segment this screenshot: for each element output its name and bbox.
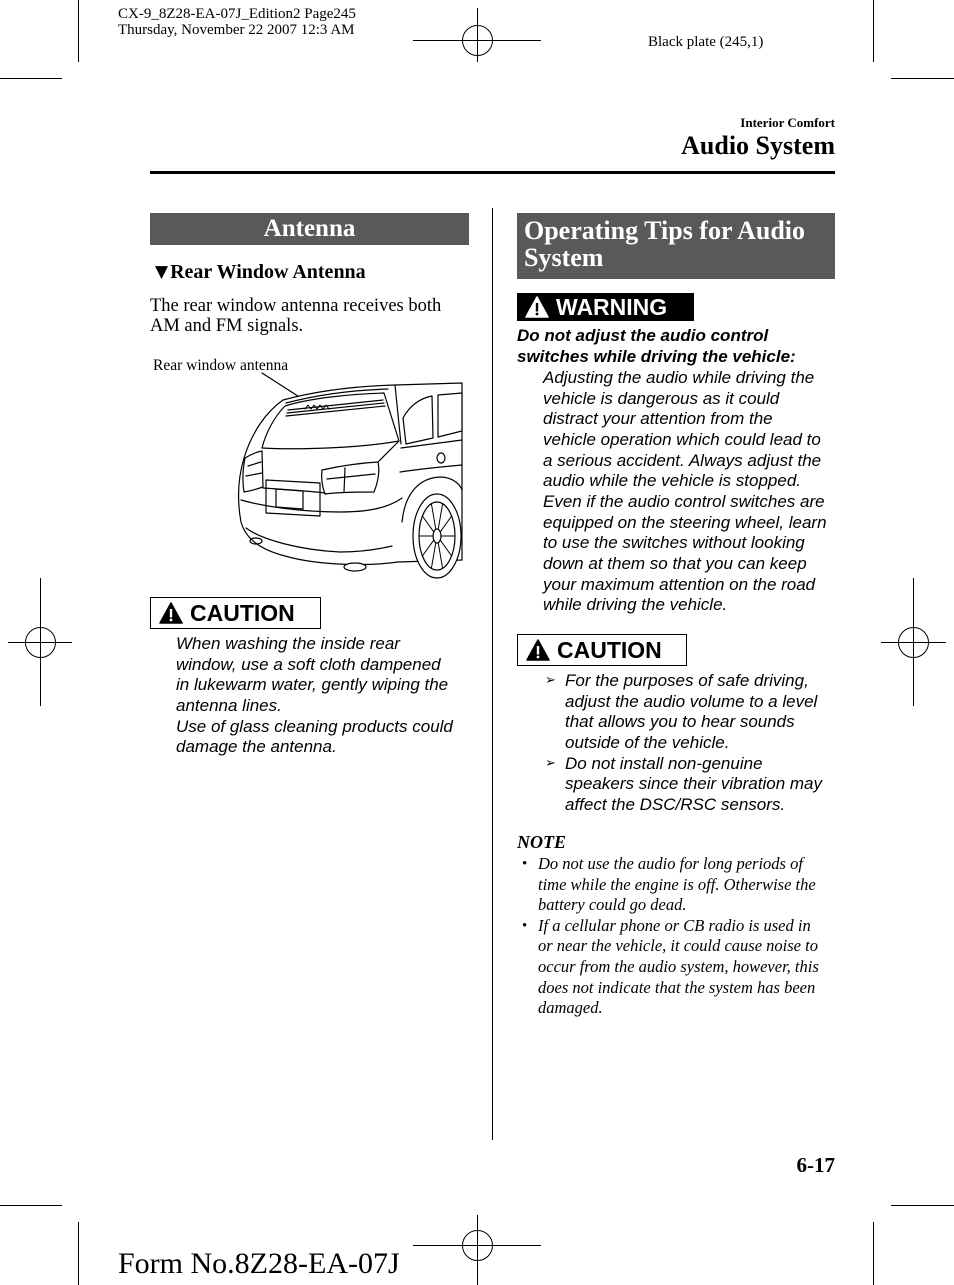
audio-caution-box <box>517 634 687 666</box>
rear-wheel <box>413 494 461 578</box>
warning-lead-line: Do not adjust the audio control <box>517 326 769 345</box>
caution-line: affect the DSC/RSC sensors. <box>565 794 786 814</box>
warning-triangle-icon <box>159 602 183 624</box>
caution-line: Use of glass cleaning products could <box>176 716 453 736</box>
caution-list-item <box>545 671 822 754</box>
registration-mark-right <box>881 578 946 706</box>
warning-line: Even if the audio control switches are <box>543 491 825 511</box>
caution-line: window, use a soft cloth dampened <box>176 654 441 674</box>
warning-line: down at them so that you can keep <box>543 553 807 573</box>
warning-lead-line: switches while driving the vehicle: <box>517 346 796 366</box>
warning-body <box>543 368 827 616</box>
caution-line: outside of the vehicle. <box>565 732 730 752</box>
arrowhead-bullet-icon: ➢ <box>545 755 556 771</box>
page-number: 6-17 <box>796 1153 835 1177</box>
caution-line: speakers since their vibration may <box>565 774 823 794</box>
note-line: does not indicate that the system has been <box>538 977 816 997</box>
warning-triangle-icon <box>525 296 549 318</box>
note-line: damaged. <box>538 998 603 1018</box>
audio-warning-box <box>517 293 694 321</box>
caution-line: that allows you to hear sounds <box>565 712 795 732</box>
warning-line: distract your attention from the <box>543 409 773 429</box>
warning-lead <box>517 326 796 367</box>
antenna-body <box>150 296 441 336</box>
note-label: NOTE <box>517 832 566 852</box>
caution-label: CAUTION <box>190 599 295 626</box>
body-line: The rear window antenna receives both <box>150 296 442 316</box>
note-line: If a cellular phone or CB radio is used in <box>538 915 811 935</box>
page-title: Audio System <box>681 131 835 160</box>
caution-line: For the purposes of safe driving, <box>565 671 809 690</box>
bullet-dot-icon: • <box>522 917 528 934</box>
note-line: or near the vehicle, it could cause noise to <box>538 936 818 956</box>
heading-line: Operating Tips for Audio <box>524 216 806 245</box>
note-list <box>522 854 819 1019</box>
warning-triangle-icon <box>526 639 550 661</box>
warning-line: Adjusting the audio while driving the <box>543 368 815 387</box>
bullet-dot-icon: • <box>522 856 528 872</box>
note-line: battery could go dead. <box>538 895 687 915</box>
heading-line: System <box>524 243 604 272</box>
caution-line: Do not install non-genuine <box>565 753 763 773</box>
caution-line: antenna lines. <box>176 695 282 715</box>
operating-tips-heading <box>517 213 835 279</box>
warning-line: vehicle operation which could lead to <box>543 429 821 449</box>
audio-caution-list <box>545 671 822 816</box>
warning-line: equipped on the steering wheel, learn <box>543 512 827 532</box>
subheading-text: Rear Window Antenna <box>170 261 366 283</box>
registration-mark-bottom <box>413 1215 541 1285</box>
caution-line: adjust the audio volume to a level <box>565 691 818 711</box>
body-line: AM and FM signals. <box>150 316 304 336</box>
tail-light-left <box>243 451 263 492</box>
registration-mark-top <box>413 8 541 62</box>
note-line: time while the engine is off. Otherwise the <box>538 874 816 894</box>
print-file-line: CX-9_8Z28-EA-07J_Edition2 Page245 <box>118 6 356 22</box>
print-slug <box>118 6 356 38</box>
warning-line: to use the switches without looking <box>543 533 805 553</box>
antenna-caution-text <box>176 634 453 758</box>
triangle-down-icon: ▼ <box>155 262 169 282</box>
arrowhead-bullet-icon: ➢ <box>545 673 556 688</box>
warning-label: WARNING <box>556 293 668 320</box>
print-date-line: Thursday, November 22 2007 12:3 AM <box>118 22 355 38</box>
antenna-heading: Antenna <box>150 213 469 245</box>
registration-mark-left <box>8 578 72 706</box>
antenna-caution-box <box>150 597 321 629</box>
rear-window-antenna-subheading <box>155 260 366 285</box>
warning-line: vehicle is dangerous as it could <box>543 388 780 408</box>
warning-line: audio while the vehicle is stopped. <box>543 471 801 491</box>
warning-line: a serious accident. Always adjust the <box>543 450 822 470</box>
note-list-item <box>522 854 819 916</box>
form-number: Form No.8Z28-EA-07J <box>118 1247 400 1280</box>
caution-line: When washing the inside rear <box>176 634 400 653</box>
caution-line: damage the antenna. <box>176 737 337 757</box>
figure-label: Rear window antenna <box>153 357 289 374</box>
rear-window-antenna-figure <box>150 355 465 581</box>
note-line: Do not use the audio for long periods of <box>538 854 803 873</box>
plate-label: Black plate (245,1) <box>648 34 764 50</box>
caution-line: in lukewarm water, gently wiping the <box>176 675 449 695</box>
note-list-item <box>522 916 819 1019</box>
section-label: Interior Comfort <box>740 115 835 130</box>
column-divider <box>492 208 493 1140</box>
header-rule <box>150 171 835 174</box>
warning-line: while driving the vehicle. <box>543 595 728 615</box>
note-line: occur from the audio system, however, this <box>538 956 819 976</box>
warning-line: your maximum attention on the road <box>543 574 816 594</box>
caution-list-item <box>545 754 822 816</box>
caution-label: CAUTION <box>557 636 662 663</box>
